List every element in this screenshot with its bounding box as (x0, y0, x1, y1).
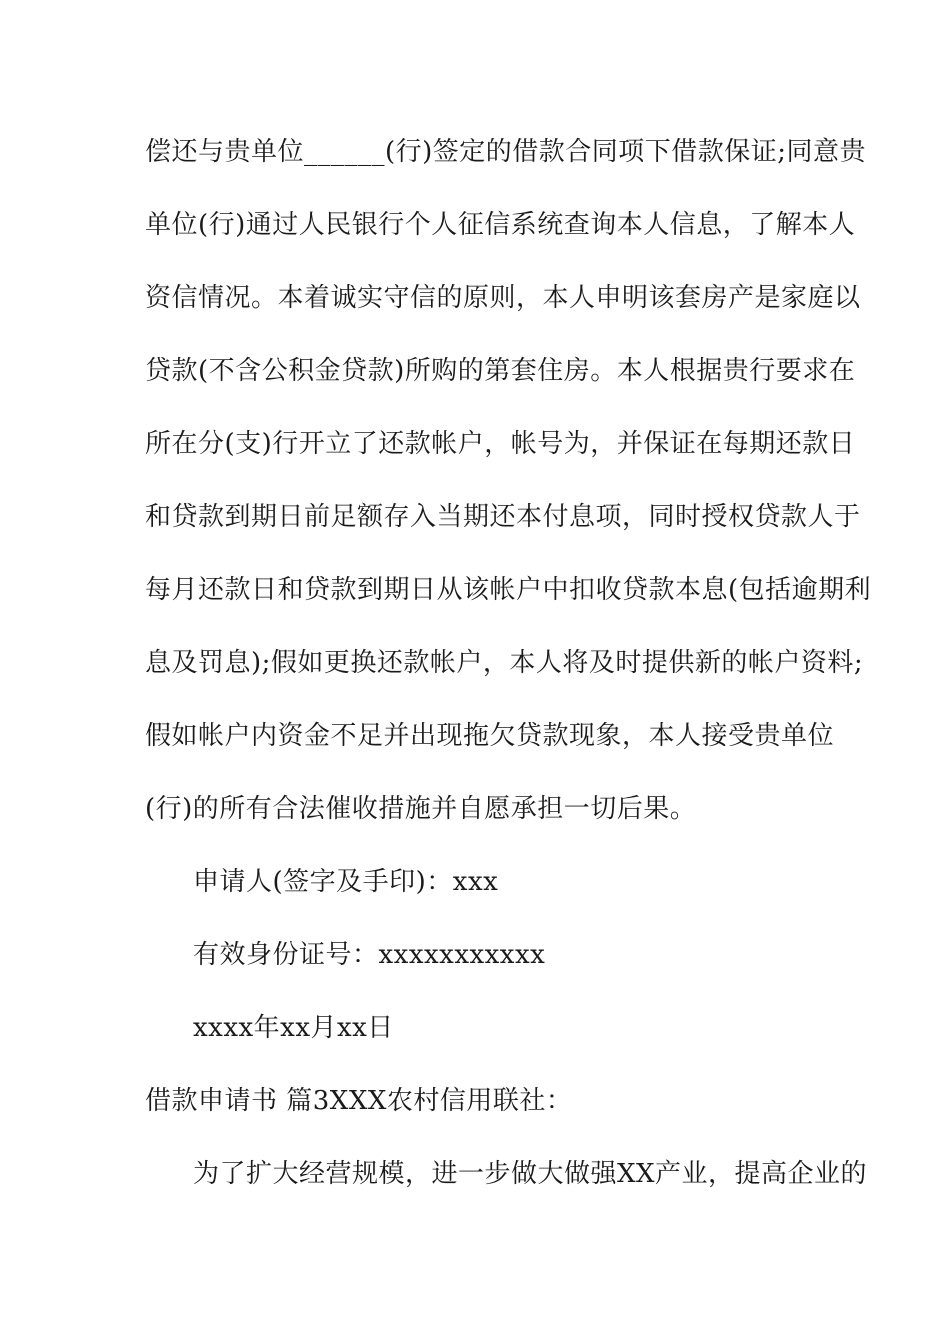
body-line-2: 单位(行)通过人民银行个人征信系统查询本人信息，了解本人 (145, 210, 856, 240)
body-line-1: 偿还与贵单位______(行)签定的借款合同项下借款保证;同意贵 (145, 137, 867, 167)
id-number-line: 有效身份证号：xxxxxxxxxxx (193, 940, 546, 970)
applicant-signature-line: 申请人(签字及手印)：xxx (193, 867, 499, 897)
section-heading: 借款申请书 篇3XXX农村信用联社： (145, 1086, 573, 1116)
body-line-7: 每月还款日和贷款到期日从该帐户中扣收贷款本息(包括逾期利 (145, 575, 872, 605)
date-line: xxxx年xx月xx日 (193, 1013, 394, 1043)
body-line-8: 息及罚息);假如更换还款帐户，本人将及时提供新的帐户资料; (145, 648, 864, 678)
body-line-3: 资信情况。本着诚实守信的原则，本人申明该套房产是家庭以 (145, 283, 861, 313)
next-paragraph-line: 为了扩大经营规模，进一步做大做强XX产业，提高企业的 (193, 1159, 868, 1189)
body-line-9: 假如帐户内资金不足并出现拖欠贷款现象，本人接受贵单位 (145, 721, 835, 751)
body-line-4: 贷款(不含公积金贷款)所购的第套住房。本人根据贵行要求在 (145, 356, 856, 386)
body-line-6: 和贷款到期日前足额存入当期还本付息项，同时授权贷款人于 (145, 502, 861, 532)
body-line-10: (行)的所有合法催收措施并自愿承担一切后果。 (145, 794, 697, 824)
body-line-5: 所在分(支)行开立了还款帐户，帐号为，并保证在每期还款日 (145, 429, 856, 459)
